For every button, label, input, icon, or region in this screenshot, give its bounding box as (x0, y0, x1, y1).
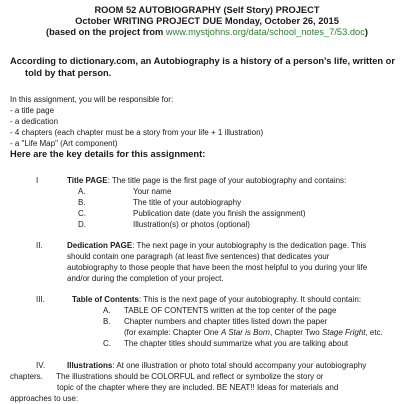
list-item: The chapter titles should summarize what you are talking about (124, 339, 349, 348)
requirement-item: - 4 chapters (each chapter must be a story from your life + 1 illustration) (10, 128, 264, 137)
key-details-heading: Here are the key details for this assignment: (10, 149, 206, 159)
list-item: Illustration(s) or photos (optional) (133, 220, 250, 229)
list-letter: A. (103, 306, 111, 315)
section-numeral: I (36, 176, 39, 185)
section-heading: Illustrations (67, 361, 113, 370)
section-illustrations: Illustrations: At one illustration or photo total should accompany your autobiography (67, 361, 367, 370)
paragraph-line: should contain one paragraph (at least five sentences) that dedicates your (67, 252, 330, 261)
source-link[interactable]: www.mystjohns.org/data/school_notes_7/53.doc (165, 27, 365, 37)
document-title: ROOM 52 AUTOBIOGRAPHY (Self Story) PROJECT (94, 5, 320, 15)
source-prefix: (based on the project from (46, 27, 166, 37)
list-letter: B. (103, 317, 111, 326)
section-numeral: II. (36, 241, 43, 250)
list-letter: C. (78, 209, 86, 218)
list-letter: A. (78, 187, 86, 196)
list-item: Chapter numbers and chapter titles listed down the paper (124, 317, 328, 326)
list-letter: C. (103, 339, 111, 348)
definition-line-1: According to dictionary.com, an Autobiography is a history of a person's life, written or (10, 56, 395, 66)
section-table-of-contents: Table of Contents: This is the next page of your autobiography. It should contain: (72, 295, 362, 304)
source-suffix: ) (364, 27, 368, 37)
example-line: (for example: Chapter One A Star is Born, Chapter Two Stage Fright, etc. (124, 328, 383, 337)
paragraph-line: topic of the chapter where they are included. BE NEAT!! Ideas for materials and (57, 383, 339, 392)
due-date-line: October WRITING PROJECT DUE Monday, October 26, 2015 (75, 16, 339, 26)
section-dedication: Dedication PAGE: The next page in your autobiography is the dedication page. This (67, 241, 367, 250)
section-heading: Dedication PAGE (67, 241, 133, 250)
section-numeral: III. (36, 295, 45, 304)
source-line (0, 27, 414, 38)
intro-line: In this assignment, you will be responsible for: (10, 95, 174, 104)
list-item: Your name (133, 187, 172, 196)
definition-line-2: told by that person. (25, 68, 112, 78)
section-title-page: Title PAGE: The title page is the first page of your autobiography and contains: (67, 176, 347, 185)
section-numeral: IV. (36, 361, 46, 370)
section-heading: Title PAGE (67, 176, 108, 185)
requirement-item: - a title page (10, 106, 55, 115)
list-item: TABLE OF CONTENTS written at the top center of the page (124, 306, 337, 315)
requirement-item: - a dedication (10, 117, 59, 126)
paragraph-line: and/or during the completion of your project. (67, 274, 224, 283)
list-letter: D. (78, 220, 86, 229)
list-item: The title of your autobiography (133, 198, 242, 207)
paragraph-line: chapters. The illustrations should be COLORFUL and reflect or symbolize the story or (10, 372, 324, 381)
paragraph-line: autobiography to those people that have been the most helpful to you during your life (67, 263, 368, 272)
requirement-item: - a "Life Map" (Art component) (10, 139, 118, 148)
list-letter: B. (78, 198, 86, 207)
section-heading: Table of Contents (72, 295, 139, 304)
paragraph-line: approaches to use: (10, 394, 79, 403)
list-item: Publication date (date you finish the assignment) (133, 209, 306, 218)
